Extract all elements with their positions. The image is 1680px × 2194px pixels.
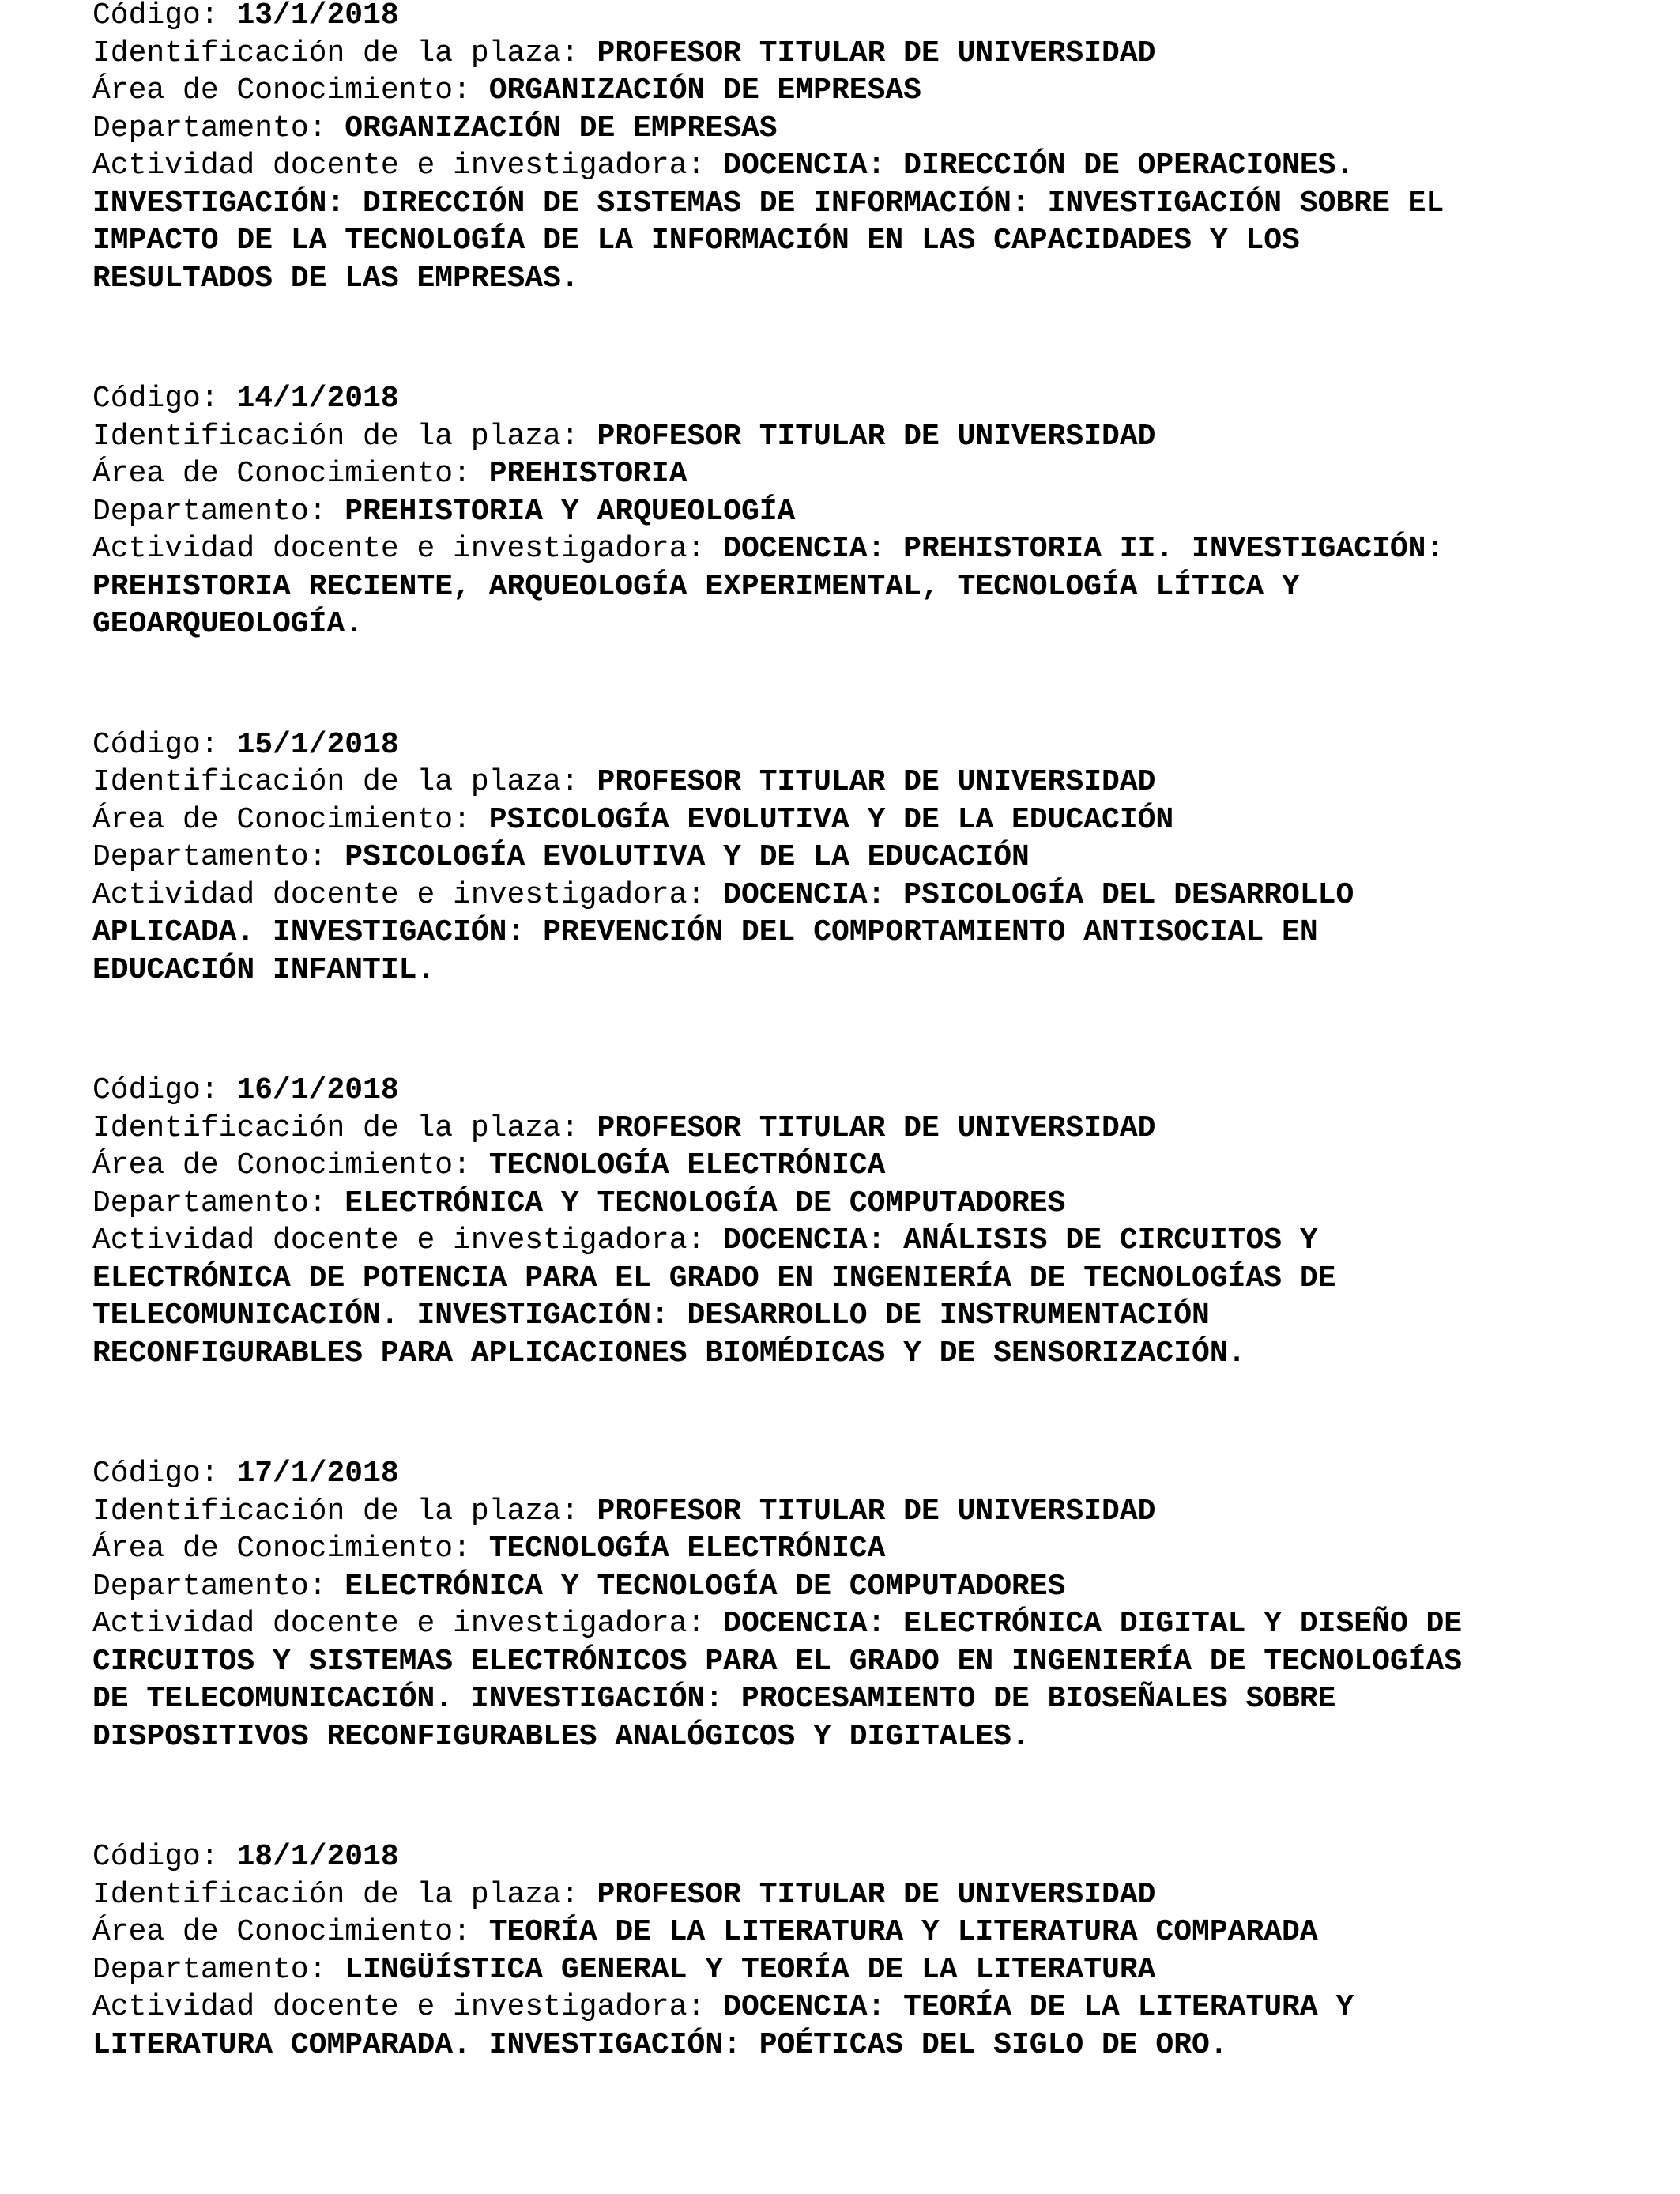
departamento-label: Departamento	[92, 1569, 309, 1604]
identificacion-label: Identificación de la plaza	[92, 36, 561, 70]
separator: :	[200, 382, 237, 416]
separator: :	[687, 1607, 724, 1641]
area-line	[92, 72, 1641, 110]
actividad-continuation: RESULTADOS DE LAS EMPRESAS.	[92, 261, 579, 296]
departamento-line	[92, 493, 1641, 531]
actividad-continuation: GEOARQUEOLOGÍA.	[92, 607, 363, 641]
separator: :	[453, 1148, 489, 1182]
codigo-line	[92, 1838, 1641, 1876]
actividad-continuation: EDUCACIÓN INFANTIL.	[92, 952, 435, 987]
departamento-label: Departamento	[92, 1952, 309, 1987]
identificacion-label: Identificación de la plaza	[92, 1110, 561, 1145]
identificacion-label: Identificación de la plaza	[92, 765, 561, 799]
actividad-continuation: RECONFIGURABLES PARA APLICACIONES BIOMÉDICAS Y DE SENSORIZACIÓN.	[92, 1336, 1246, 1370]
separator: :	[687, 877, 724, 912]
departamento-value: ELECTRÓNICA Y TECNOLOGÍA DE COMPUTADORES	[345, 1186, 1066, 1220]
separator: :	[200, 1840, 237, 1874]
departamento-value: LINGÜÍSTICA GENERAL Y TEORÍA DE LA LITERATURA	[345, 1952, 1156, 1987]
actividad-label: Actividad docente e investigadora	[92, 877, 687, 912]
codigo-line	[92, 1072, 1641, 1110]
identificacion-line	[92, 1493, 1641, 1531]
separator: :	[560, 1110, 597, 1145]
actividad-value: DOCENCIA: ELECTRÓNICA DIGITAL Y DISEÑO DE	[723, 1607, 1463, 1641]
plaza-entry	[92, 1455, 1641, 1755]
separator: :	[453, 1532, 489, 1566]
area-label: Área de Conocimiento	[92, 74, 454, 107]
actividad-line	[92, 1222, 1641, 1260]
actividad-continuation: CIRCUITOS Y SISTEMAS ELECTRÓNICOS PARA EL GRADO EN INGENIERÍA DE TECNOLOGÍAS	[92, 1644, 1463, 1679]
departamento-label: Departamento	[92, 111, 309, 145]
codigo-value: 15/1/2018	[236, 727, 399, 762]
separator: :	[308, 1952, 345, 1987]
area-line	[92, 1913, 1641, 1951]
actividad-label: Actividad docente e investigadora	[92, 532, 687, 566]
document-page	[92, 0, 1641, 2064]
departamento-line	[92, 110, 1641, 148]
actividad-label: Actividad docente e investigadora	[92, 149, 687, 183]
actividad-value: DOCENCIA: ANÁLISIS DE CIRCUITOS Y	[723, 1223, 1318, 1257]
separator: :	[308, 840, 345, 874]
identificacion-label: Identificación de la plaza	[92, 1877, 561, 1912]
area-label: Área de Conocimiento	[92, 1915, 454, 1949]
separator: :	[453, 1915, 489, 1949]
actividad-value: DOCENCIA: DIRECCIÓN DE OPERACIONES.	[723, 149, 1354, 183]
separator: :	[560, 1877, 597, 1912]
codigo-value: 18/1/2018	[236, 1840, 399, 1874]
separator: :	[308, 111, 345, 145]
plaza-entry	[92, 1072, 1641, 1372]
area-label: Área de Conocimiento	[92, 1532, 454, 1566]
codigo-value: 17/1/2018	[236, 1457, 399, 1491]
departamento-line	[92, 1568, 1641, 1606]
actividad-line	[92, 147, 1641, 185]
codigo-label: Código	[92, 382, 201, 416]
plaza-entry	[92, 0, 1641, 297]
plaza-entry	[92, 726, 1641, 990]
plaza-entry	[92, 1838, 1641, 2064]
identificacion-value: PROFESOR TITULAR DE UNIVERSIDAD	[597, 1877, 1156, 1912]
identificacion-value: PROFESOR TITULAR DE UNIVERSIDAD	[597, 36, 1156, 70]
area-value: PREHISTORIA	[488, 457, 687, 491]
codigo-value: 13/1/2018	[236, 0, 399, 32]
separator: :	[453, 74, 489, 107]
separator: :	[560, 1494, 597, 1529]
departamento-value: ORGANIZACIÓN DE EMPRESAS	[345, 111, 778, 145]
area-value: ORGANIZACIÓN DE EMPRESAS	[488, 74, 921, 107]
separator: :	[687, 532, 724, 566]
actividad-continuation: ELECTRÓNICA DE POTENCIA PARA EL GRADO EN INGENIERÍA DE TECNOLOGÍAS DE	[92, 1261, 1336, 1295]
codigo-label: Código	[92, 727, 201, 762]
codigo-line	[92, 1455, 1641, 1493]
codigo-line	[92, 726, 1641, 764]
codigo-line	[92, 380, 1641, 418]
actividad-continuation: PREHISTORIA RECIENTE, ARQUEOLOGÍA EXPERIMENTAL, TECNOLOGÍA LÍTICA Y	[92, 569, 1300, 604]
separator: :	[308, 1569, 345, 1604]
separator: :	[200, 1457, 237, 1491]
identificacion-value: PROFESOR TITULAR DE UNIVERSIDAD	[597, 765, 1156, 799]
actividad-line	[92, 530, 1641, 568]
codigo-value: 14/1/2018	[236, 382, 399, 416]
codigo-label: Código	[92, 1073, 201, 1107]
identificacion-value: PROFESOR TITULAR DE UNIVERSIDAD	[597, 419, 1156, 454]
area-value: TEORÍA DE LA LITERATURA Y LITERATURA COMPARADA	[488, 1915, 1318, 1949]
area-value: TECNOLOGÍA ELECTRÓNICA	[488, 1532, 886, 1566]
area-line	[92, 1530, 1641, 1568]
actividad-label: Actividad docente e investigadora	[92, 1223, 687, 1257]
actividad-line	[92, 1989, 1641, 2026]
separator: :	[453, 802, 489, 837]
area-label: Área de Conocimiento	[92, 457, 454, 491]
departamento-line	[92, 1185, 1641, 1223]
separator: :	[308, 1186, 345, 1220]
actividad-label: Actividad docente e investigadora	[92, 1990, 687, 2024]
separator: :	[560, 765, 597, 799]
separator: :	[200, 727, 237, 762]
area-line	[92, 801, 1641, 839]
area-label: Área de Conocimiento	[92, 802, 454, 837]
identificacion-line	[92, 763, 1641, 801]
departamento-label: Departamento	[92, 840, 309, 874]
departamento-value: PSICOLOGÍA EVOLUTIVA Y DE LA EDUCACIÓN	[345, 840, 1030, 874]
separator: :	[560, 36, 597, 70]
actividad-line	[92, 876, 1641, 914]
identificacion-value: PROFESOR TITULAR DE UNIVERSIDAD	[597, 1110, 1156, 1145]
actividad-continuation: TELECOMUNICACIÓN. INVESTIGACIÓN: DESARROLLO DE INSTRUMENTACIÓN	[92, 1299, 1210, 1333]
actividad-continuation: APLICADA. INVESTIGACIÓN: PREVENCIÓN DEL COMPORTAMIENTO ANTISOCIAL EN	[92, 915, 1318, 949]
actividad-continuation: LITERATURA COMPARADA. INVESTIGACIÓN: POÉTICAS DEL SIGLO DE ORO.	[92, 2027, 1228, 2062]
identificacion-line	[92, 418, 1641, 456]
separator: :	[687, 1223, 724, 1257]
area-line	[92, 1147, 1641, 1185]
departamento-line	[92, 839, 1641, 876]
actividad-value: DOCENCIA: PSICOLOGÍA DEL DESARROLLO	[723, 877, 1354, 912]
identificacion-line	[92, 1110, 1641, 1148]
actividad-continuation: DISPOSITIVOS RECONFIGURABLES ANALÓGICOS Y DIGITALES.	[92, 1719, 1030, 1754]
departamento-value: ELECTRÓNICA Y TECNOLOGÍA DE COMPUTADORES	[345, 1569, 1066, 1604]
actividad-continuation: INVESTIGACIÓN: DIRECCIÓN DE SISTEMAS DE INFORMACIÓN: INVESTIGACIÓN SOBRE EL	[92, 186, 1445, 221]
separator: :	[453, 457, 489, 491]
actividad-value: DOCENCIA: PREHISTORIA II. INVESTIGACIÓN:	[723, 532, 1445, 566]
identificacion-label: Identificación de la plaza	[92, 419, 561, 454]
separator: :	[200, 0, 237, 32]
identificacion-label: Identificación de la plaza	[92, 1494, 561, 1529]
departamento-line	[92, 1951, 1641, 1989]
actividad-value: DOCENCIA: TEORÍA DE LA LITERATURA Y	[723, 1990, 1354, 2024]
area-value: TECNOLOGÍA ELECTRÓNICA	[488, 1148, 886, 1182]
departamento-value: PREHISTORIA Y ARQUEOLOGÍA	[345, 494, 796, 529]
identificacion-line	[92, 1876, 1641, 1914]
codigo-label: Código	[92, 1457, 201, 1491]
codigo-value: 16/1/2018	[236, 1073, 399, 1107]
actividad-line	[92, 1605, 1641, 1643]
separator: :	[687, 1990, 724, 2024]
separator: :	[308, 494, 345, 529]
separator: :	[687, 149, 724, 183]
plaza-entry	[92, 380, 1641, 643]
area-line	[92, 455, 1641, 493]
area-value: PSICOLOGÍA EVOLUTIVA Y DE LA EDUCACIÓN	[488, 802, 1174, 837]
actividad-label: Actividad docente e investigadora	[92, 1607, 687, 1641]
codigo-line	[92, 0, 1641, 35]
departamento-label: Departamento	[92, 494, 309, 529]
codigo-label: Código	[92, 0, 201, 32]
area-label: Área de Conocimiento	[92, 1148, 454, 1182]
departamento-label: Departamento	[92, 1186, 309, 1220]
actividad-continuation: IMPACTO DE LA TECNOLOGÍA DE LA INFORMACIÓN EN LAS CAPACIDADES Y LOS	[92, 224, 1300, 258]
actividad-continuation: DE TELECOMUNICACIÓN. INVESTIGACIÓN: PROCESAMIENTO DE BIOSEÑALES SOBRE	[92, 1682, 1336, 1716]
separator: :	[560, 419, 597, 454]
separator: :	[200, 1073, 237, 1107]
identificacion-line	[92, 35, 1641, 73]
identificacion-value: PROFESOR TITULAR DE UNIVERSIDAD	[597, 1494, 1156, 1529]
codigo-label: Código	[92, 1840, 201, 1874]
